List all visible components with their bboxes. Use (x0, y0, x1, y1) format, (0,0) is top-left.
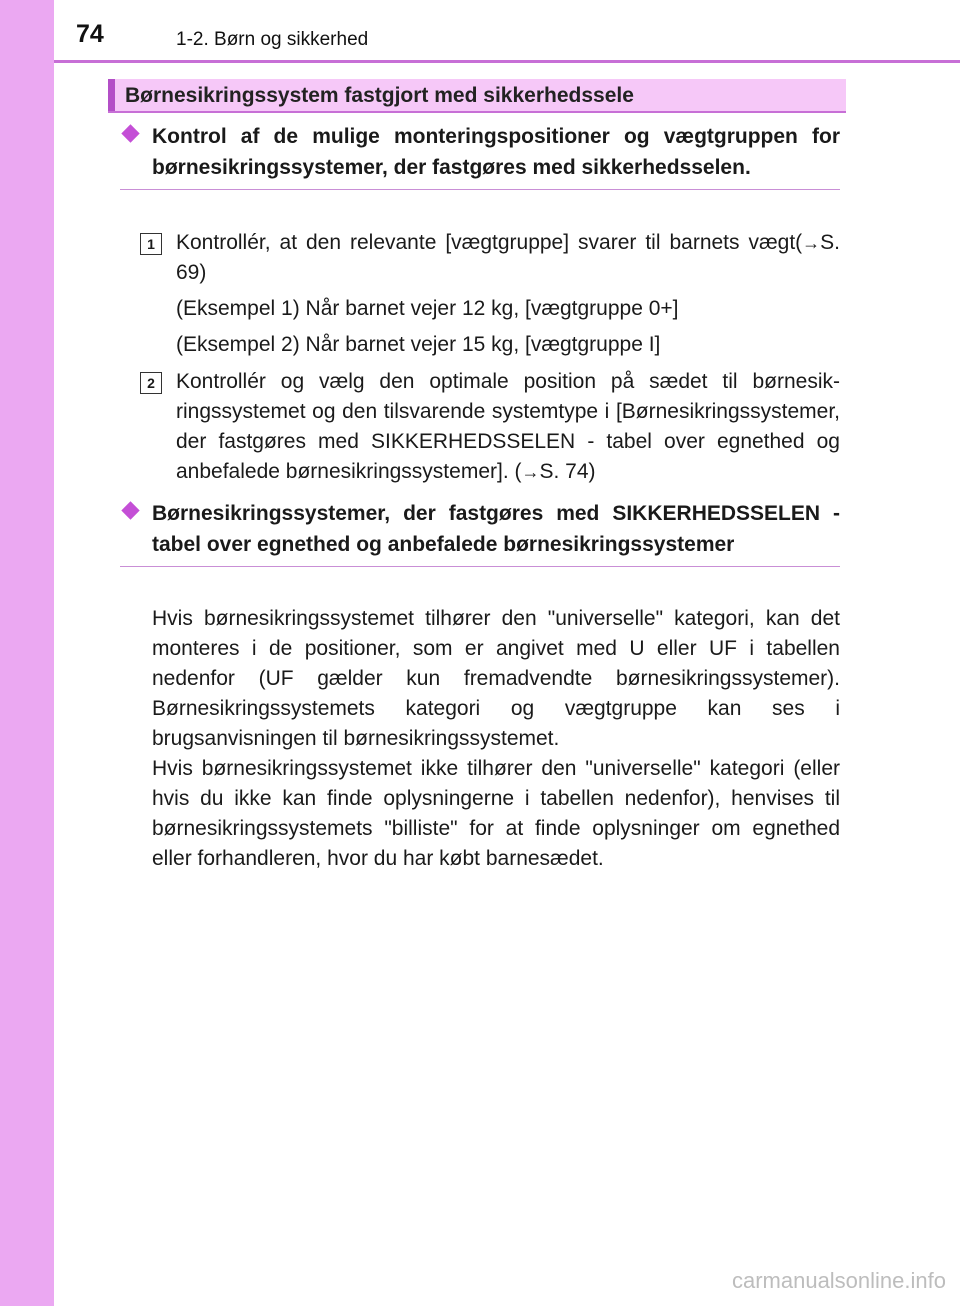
section-title: Børnesikringssystem fastgjort med sikkerhedssele (125, 84, 634, 107)
section-accent (108, 79, 115, 111)
subheading-text: Kontrol af de mulige monteringspositioner og vægtgruppen for børnesikringssystemer, der fastgøres med sikkerhedsselen. (152, 125, 840, 179)
step-1-text: Kontrollér, at den relevante [vægtgruppe] svarer til barnets vægt(→S. 69) (176, 231, 840, 284)
paragraph-non-universal: Hvis børnesikringssystemet ikke tilhører den "universelle" kategori (eller hvis du ikke kan finde oplysningerne i tabellen nedenfor), henvises til børnesikringssystemets "billiste" for at finde oplysninger om egnethed eller forhandleren, hvor du har købt barnesædet. (152, 757, 840, 870)
paragraph-universal: Hvis børnesikringssystemet tilhører den "universelle" kategori, kan det monteres i de positioner, som er angivet med U eller UF i tabellen nedenfor (UF gælder kun fremadvendte børnesikringssystemer). Børnesikringssystemets kategori og vægtgruppe kan ses i brugsanvisningen til børnesikringssystemet. (152, 607, 840, 750)
left-color-band (0, 0, 54, 1306)
diamond-bullet-icon (121, 124, 139, 142)
page-reference-link[interactable]: S. 74) (539, 460, 596, 483)
watermark: carmanualsonline.info (731, 1268, 946, 1293)
subheading-mounting-check (120, 121, 840, 190)
subheading-text: Børnesikringssystemer, der fastgøres med SIKKERHEDSSELEN - tabel over egnethed og anbefalede børnesikringssystemer (152, 502, 840, 556)
arrow-right-icon: → (802, 233, 821, 253)
section-title-bar (108, 79, 846, 113)
subheading-suitability-table (120, 498, 840, 567)
page-reference-link[interactable]: S. 69) (176, 231, 840, 284)
step-2 (140, 367, 840, 487)
step-number-2: 2 (140, 372, 162, 394)
diamond-bullet-icon (121, 501, 139, 519)
step-1 (140, 228, 840, 288)
step-number-1: 1 (140, 233, 162, 255)
example-1: (Eksempel 1) Når barnet vejer 12 kg, [vægtgruppe 0+] (176, 297, 679, 320)
page-number: 74 (76, 20, 104, 48)
header-divider (54, 60, 960, 63)
example-2: (Eksempel 2) Når barnet vejer 15 kg, [vægtgruppe I] (176, 333, 661, 356)
step-2-text: Kontrollér og vælg den optimale position på sædet til børnesikringssystemet og den tilsvarende systemtype i [Børnesikringssystemer, der fastgøres med SIKKERHEDSSELEN - tabel over egnethed og anbefalede børnesikringssystemer]. (→S. 74) (176, 370, 840, 483)
arrow-right-icon: → (521, 462, 540, 482)
chapter-title: 1-2. Børn og sikkerhed (176, 29, 369, 50)
